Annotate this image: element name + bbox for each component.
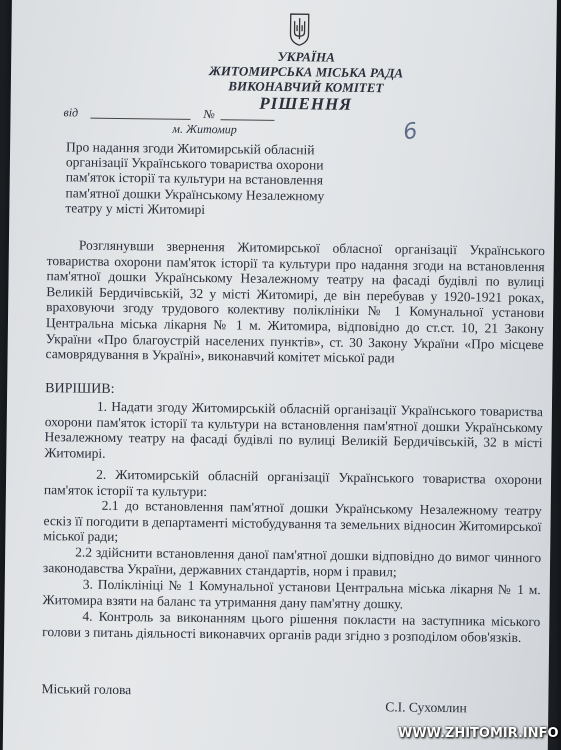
- signature-position: Міський голова: [41, 681, 132, 698]
- date-blank-line: [90, 118, 190, 120]
- number-blank-line: [220, 119, 274, 121]
- resolution-item-2-1: 2.1 до встановлення пам'ятної дошки Українському Незалежному театру ескіз її погодити в департаменті містобудування та земельних відносин Житомирської міської ради;: [43, 497, 542, 545]
- resolution-item-3: 3. Поліклініці № 1 Комунальної установи Центральна міська лікарня № 1 м. Житомира взяти на баланс та утримання дану пам'ятну дошку.: [42, 576, 541, 612]
- resolution-item-2-2: 2.2 здійснити встановлення даної пам'ятної дошки відповідно до вимог чинного законодавства України, державних стандартів, норм і правил;: [42, 544, 542, 580]
- resolution-item-2: 2. Житомирській обласній організації Українського товариства охорони пам'яток історії та культури:: [43, 466, 543, 499]
- council-name: ЖИТОМИРСЬКА МІСЬКА РАДА: [208, 63, 404, 81]
- site-watermark: WWW.ZHITOMIR.INFO: [398, 726, 559, 741]
- document-header: [181, 48, 432, 116]
- document-page: [3, 0, 557, 750]
- handwritten-number: 6: [401, 118, 419, 146]
- trident-emblem-icon: [288, 12, 310, 46]
- date-label: від: [63, 105, 79, 120]
- resolution-item-4: 4. Контроль за виконанням цього рішення покласти на заступника міського голови з питань діяльності виконавчих органів ради згідно з розподілом обов'язків.: [42, 608, 541, 645]
- country-name: УКРАЇНА: [277, 48, 335, 65]
- resolution-item-1: 1. Надати згоду Житомирській обласній організації Українського товариства охорони пам'яток історії та культури на встановлення пам'ятної дошки Українському Незалежному театру на фасаді будівлі по вулиці Великій Бердичівській, 32 в місті Житомирі.: [44, 398, 544, 461]
- decision-subject: Про надання згоди Житомирській обласній організації Українського товариства охорони пам'яток історії та культури на встановлення пам'ятної дошки Українському Незалежному театру у місті Житомирі: [65, 139, 325, 217]
- number-label: №: [203, 107, 215, 122]
- preamble-paragraph: Розглянувши звернення Житомирської обласної організації Українського товариства охорони пам'яток історії та культури про надання згоди на встановлення пам'ятної дошки Українському Незалежному театру на фасаді будівлі по вулиці Великій Бердичівській, 32 у місті Житомирі, де він перебував у 1920-1921 роках, враховуючи згоду трудового колективу поліклініки № 1 Комунальної установи Центральна міська лікарня № 1 м. Житомира, відповідно до ст.ст. 10, 21 Закону України «Про благоустрій населених пунктів», ст. 30 Закону України «Про місцеве самоврядування в Україні», виконавчий комітет міської ради: [45, 237, 545, 366]
- committee-name: ВИКОНАВЧИЙ КОМІТЕТ: [228, 78, 384, 96]
- document-title: РІШЕННЯ: [259, 93, 353, 114]
- resolved-heading: ВИРІШИВ:: [45, 381, 115, 397]
- signature-name: С.І. Сухомлин: [385, 699, 467, 716]
- city-label: м. Житомир: [172, 121, 237, 137]
